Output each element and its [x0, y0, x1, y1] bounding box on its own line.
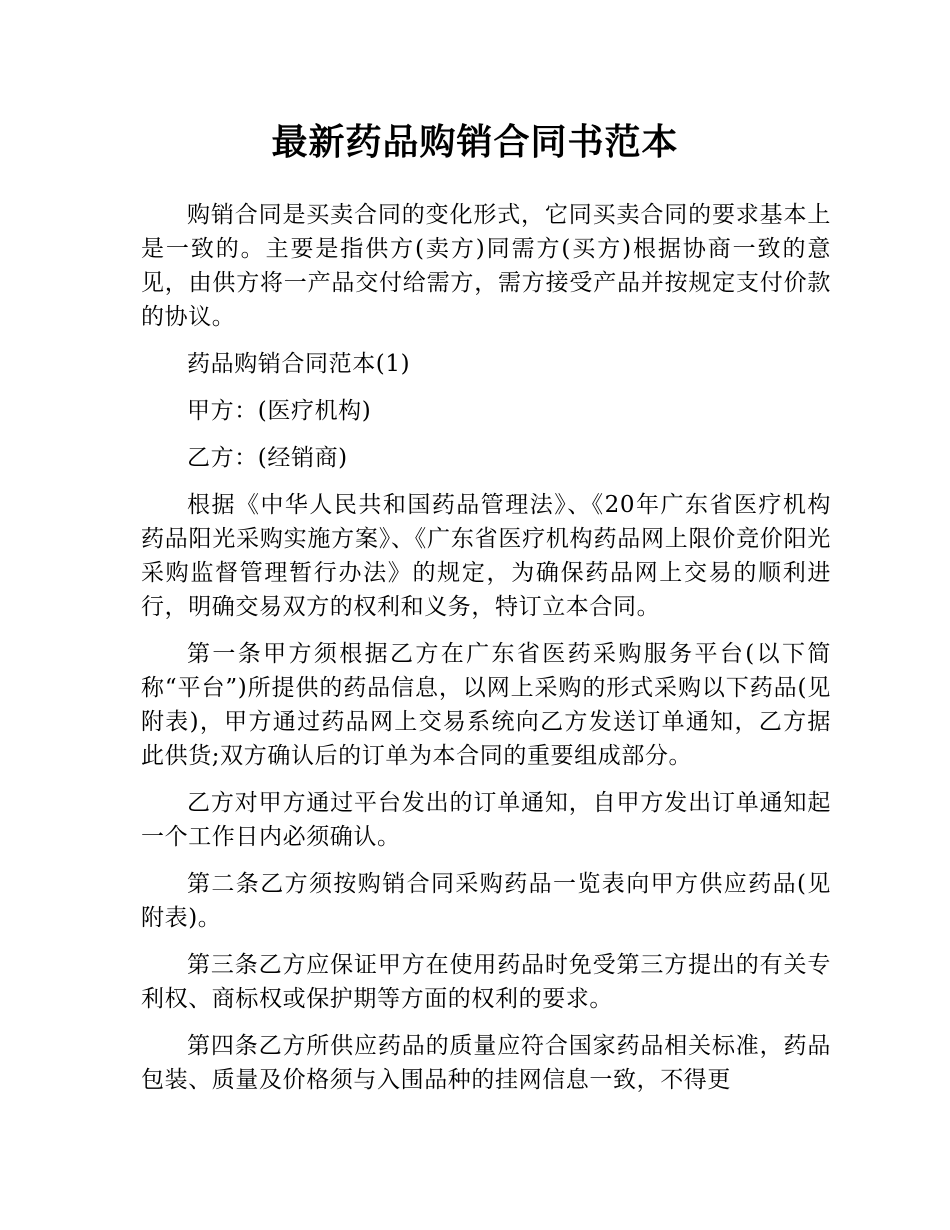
paragraph-order-confirmation: 乙方对甲方通过平台发出的订单通知，自甲方发出订单通知起一个工作日内必须确认。: [141, 790, 831, 850]
paragraph-article-2: 第二条乙方须按购销合同采购药品一览表向甲方供应药品(见附表)。: [141, 871, 831, 931]
paragraph-legal-basis: 根据《中华人民共和国药品管理法》、《20年广东省医疗机构药品阳光采购实施方案》、《广东省医疗机构药品网上限价竞价阳光采购监督管理暂行办法》的规定，为确保药品网上交易的顺利进行，明确交易双方的权利和义务，特订立本合同。: [141, 492, 831, 620]
paragraph-party-a: 甲方：(医疗机构): [187, 398, 372, 424]
document-body: [141, 198, 831, 1110]
paragraph-article-1: 第一条甲方须根据乙方在广东省医药采购服务平台(以下简称“平台”)所提供的药品信息，以网上采购的形式采购以下药品(见附表)，甲方通过药品网上交易系统向乙方发送订单通知，乙方据此供货;双方确认后的订单为本合同的重要组成部分。: [141, 641, 831, 769]
paragraph-contract-heading: 药品购销合同范本(1): [187, 351, 411, 377]
paragraph-article-3: 第三条乙方应保证甲方在使用药品时免受第三方提出的有关专利权、商标权或保护期等方面的权利的要求。: [141, 952, 831, 1012]
paragraph-intro: 购销合同是买卖合同的变化形式，它同买卖合同的要求基本上是一致的。主要是指供方(卖方)同需方(买方)根据协商一致的意见，由供方将一产品交付给需方，需方接受产品并按规定支付价款的协议。: [141, 202, 831, 330]
document-title: 最新药品购销合同书范本: [271, 122, 679, 163]
paragraph-article-4: 第四条乙方所供应药品的质量应符合国家药品相关标准，药品包装、质量及价格须与入围品种的挂网信息一致，不得更: [141, 1033, 831, 1093]
paragraph-party-b: 乙方：(经销商): [187, 445, 348, 471]
